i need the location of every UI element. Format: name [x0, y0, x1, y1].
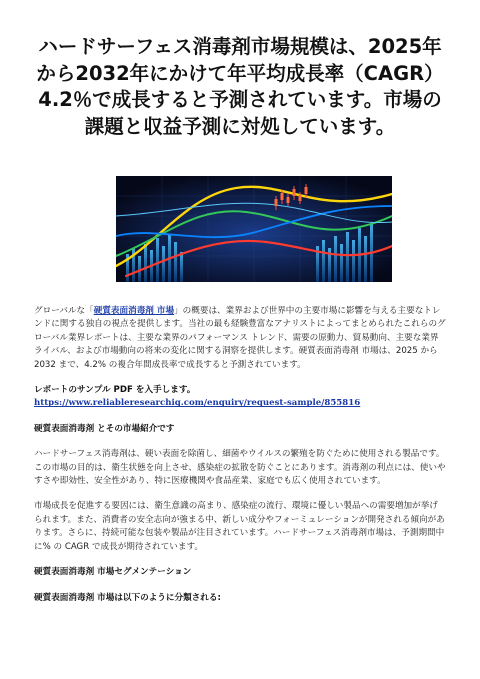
section-heading-segmentation: 硬質表面消毒剤 市場セグメンテーション — [34, 567, 192, 578]
section-heading-intro: 硬質表面消毒剤 とその市場紹介です — [34, 423, 175, 434]
intro-prefix: グローバルな「 — [34, 306, 94, 316]
intro-paragraph — [34, 305, 446, 372]
article-title: ハードサーフェス消毒剤市場規模は、2025年から2032年にかけて年平均成長率（CAGR）4.2％で成長すると予測されています。市場の課題と収益予測に対処しています。 — [36, 35, 444, 138]
stock-chart-graphic — [116, 176, 392, 282]
sample-request — [34, 384, 446, 411]
sample-label: レポートのサンプル PDF を入手します。 — [34, 385, 196, 396]
stock-chart-image — [116, 176, 392, 282]
intro-text: 」の概要は、業界および世界中の主要市場に影響を与える主要なトレンドに関する独自の視点を提供します。当社の最も経験豊富なアナリストによってまとめられたこれらのグローバル業界レポートは、主要な業界のパフォーマンス トレンド、需要の原動力、貿易動向、主要な業界ライバル、および市場動向の将来の変化に関する洞察を提供します。硬質表面消毒剤 市場は、2025 から 2032 まで、4.2% の複合年間成長率で成長すると予測されています。 — [34, 306, 446, 370]
sample-request-link[interactable]: https://www.reliableresearchiq.com/enquiry/request-sample/855816 — [34, 398, 361, 409]
section-heading-classification: 硬質表面消毒剤 市場は以下のように分類される: — [34, 592, 221, 603]
market-link[interactable]: 硬質表面消毒剤 市場 — [93, 306, 175, 316]
description-paragraph: ハードサーフェス消毒剤は、硬い表面を除菌し、細菌やウイルスの繁殖を防ぐために使用される製品です。この市場の目的は、衛生状態を向上させ、感染症の拡散を防ぐことにあります。消毒剤の利点には、使いやすさや即効性、安全性があり、特に医療機関や食品産業、家庭でも広く使用されています。 — [34, 449, 446, 487]
article-body — [34, 305, 446, 617]
growth-paragraph: 市場成長を促進する要因には、衛生意識の高まり、感染症の流行、環境に優しい製品への需要増加が挙げられます。また、消費者の安全志向が強まる中、新しい成分やフォーミュレーションが開発される傾向があります。さらに、持続可能な包装や製品が注目されています。ハードサーフェス消毒剤市場は、予測期間中に% の CAGR で成長が期待されています。 — [34, 501, 445, 552]
